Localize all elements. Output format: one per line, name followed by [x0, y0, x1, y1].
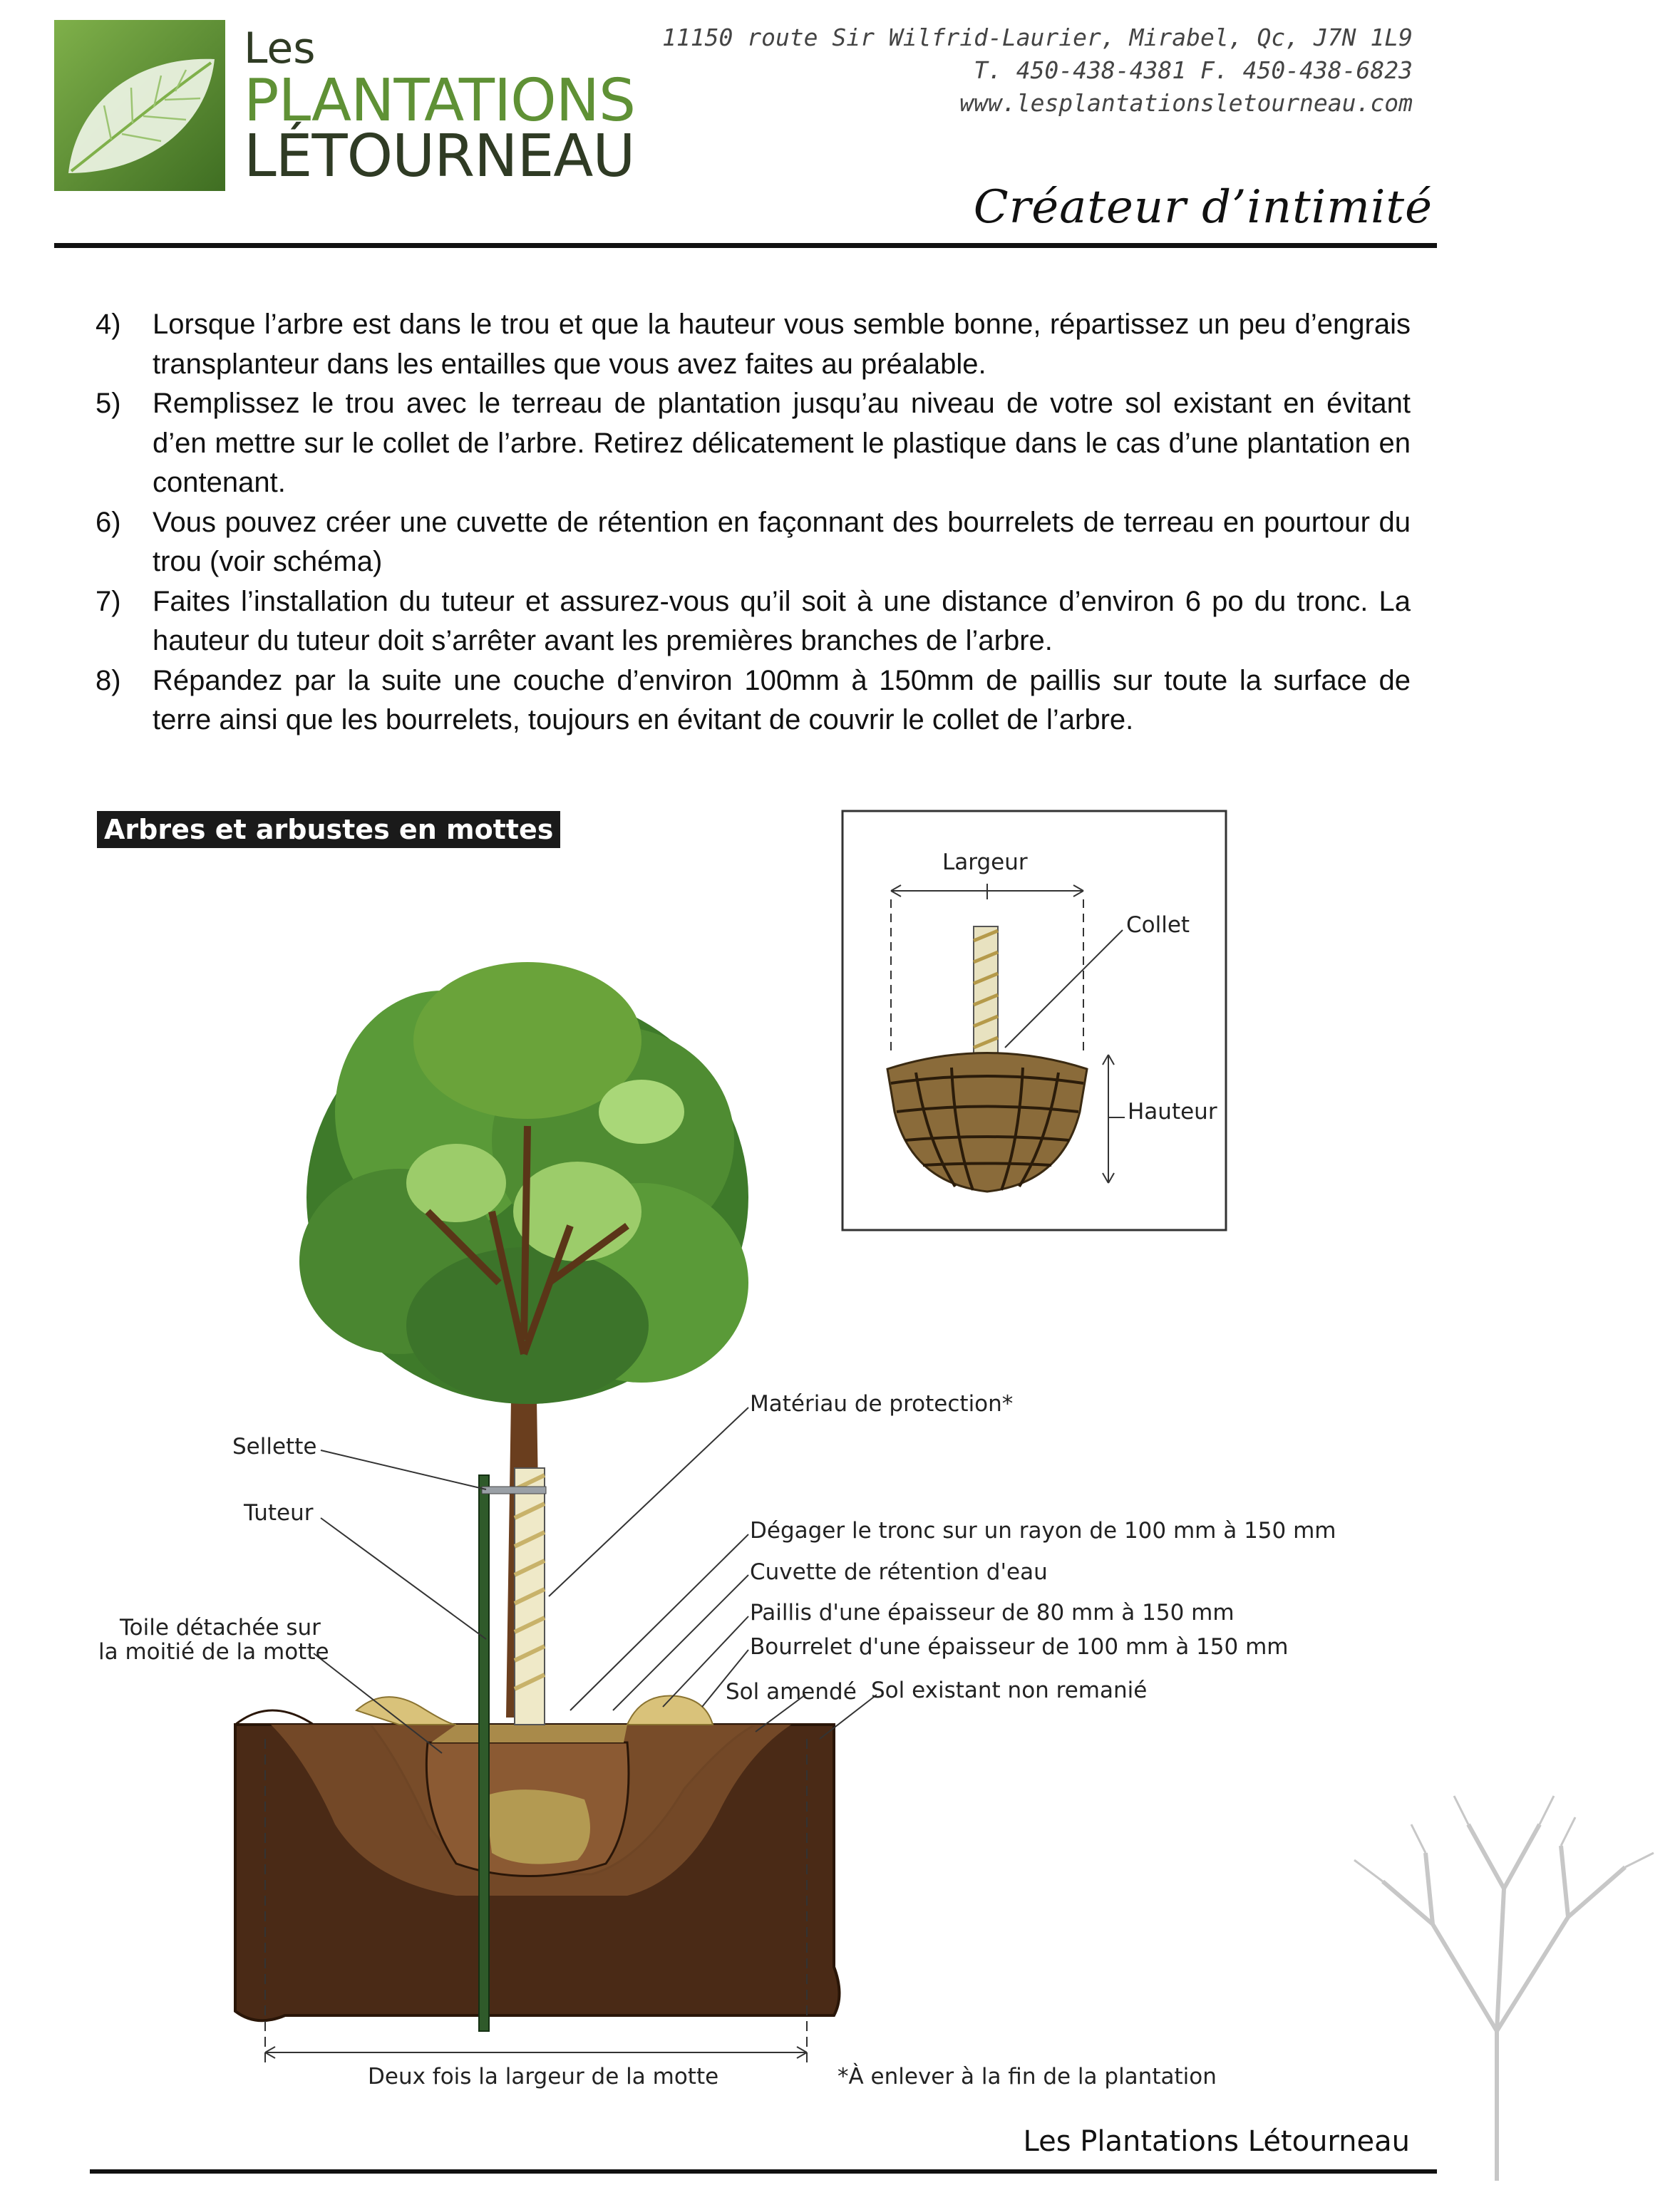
logo-line-plantations: PLANTATIONS	[244, 67, 636, 135]
decorative-tree-watermark	[1354, 1796, 1654, 2181]
tree-trunk	[482, 1354, 546, 1725]
label-toile-line1: Toile détachée sur	[120, 1615, 321, 1641]
label-sellette: Sellette	[232, 1434, 317, 1460]
label-largeur: Largeur	[942, 849, 1028, 875]
label-enlever-note: *À enlever à la fin de la plantation	[838, 2064, 1217, 2090]
soil-cross-section	[235, 1696, 840, 2067]
step-text: Répandez par la suite une couche d’environ 100mm à 150mm de paillis sur toute la surface de terre ainsi que les bourrelets, toujours en évitant de couvrir le collet de l’arbre.	[153, 664, 1411, 735]
label-cuvette: Cuvette de rétention d'eau	[750, 1559, 1048, 1585]
tree-canopy	[299, 962, 748, 1404]
stake	[479, 1475, 489, 2031]
footer-company-name: Les Plantations Létourneau	[1023, 2125, 1410, 2158]
step-text: Remplissez le trou avec le terreau de plantation jusqu’au niveau de votre sol existant en évitant d’en mettre sur le collet de l’arbre. Retirez délicatement le plastique dans le cas d’une plantation en contenant.	[153, 388, 1411, 498]
step-number: 6)	[96, 506, 121, 538]
label-deux-fois: Deux fois la largeur de la motte	[368, 2064, 719, 2090]
label-paillis: Paillis d'une épaisseur de 80 mm à 150 mm	[750, 1600, 1235, 1626]
logo-line-les: Les	[244, 24, 316, 73]
step-number: 4)	[96, 309, 121, 340]
slogan: Créateur d’intimité	[973, 181, 1433, 234]
label-hauteur: Hauteur	[1128, 1099, 1217, 1125]
step-number: 7)	[96, 585, 121, 617]
step-number: 5)	[96, 388, 121, 419]
label-collet: Collet	[1126, 912, 1190, 938]
label-bourrelet: Bourrelet d'une épaisseur de 100 mm à 150 mm	[750, 1634, 1289, 1660]
footer-divider	[90, 2169, 1437, 2174]
step-text: Lorsque l’arbre est dans le trou et que la hauteur vous semble bonne, répartissez un peu d’engrais transplanteur dans les entailles que vous avez faites au préalable.	[153, 309, 1411, 380]
label-toile-line2: la moitié de la motte	[98, 1639, 329, 1665]
label-degager: Dégager le tronc sur un rayon de 100 mm à 150 mm	[750, 1518, 1336, 1544]
step-text: Faites l’installation du tuteur et assurez-vous qu’il soit à une distance d’environ 6 po du tronc. La hauteur du tuteur doit s’arrêter avant les premières branches de l’arbre.	[153, 585, 1411, 656]
website-link[interactable]: www.lesplantationsletourneau.com	[959, 89, 1413, 117]
label-sol-existant: Sol existant non remanié	[871, 1678, 1148, 1703]
label-tuteur: Tuteur	[244, 1500, 314, 1526]
label-sol-amende: Sol amendé	[726, 1679, 857, 1705]
logo-line-letourneau: LÉTOURNEAU	[244, 123, 635, 190]
root-ball-inset	[842, 811, 1226, 1230]
address-line: 11150 route Sir Wilfrid-Laurier, Mirabel, Qc, J7N 1L9	[662, 24, 1413, 51]
figure-title: Arbres et arbustes en mottes	[97, 811, 560, 848]
step-number: 8)	[96, 664, 121, 696]
label-materiau: Matériau de protection*	[750, 1391, 1014, 1417]
step-text: Vous pouvez créer une cuvette de rétention en façonnant des bourrelets de terreau en pourtour du trou (voir schéma)	[153, 506, 1411, 577]
phone-line: T. 450-438-4381 F. 450-438-6823	[974, 56, 1413, 84]
